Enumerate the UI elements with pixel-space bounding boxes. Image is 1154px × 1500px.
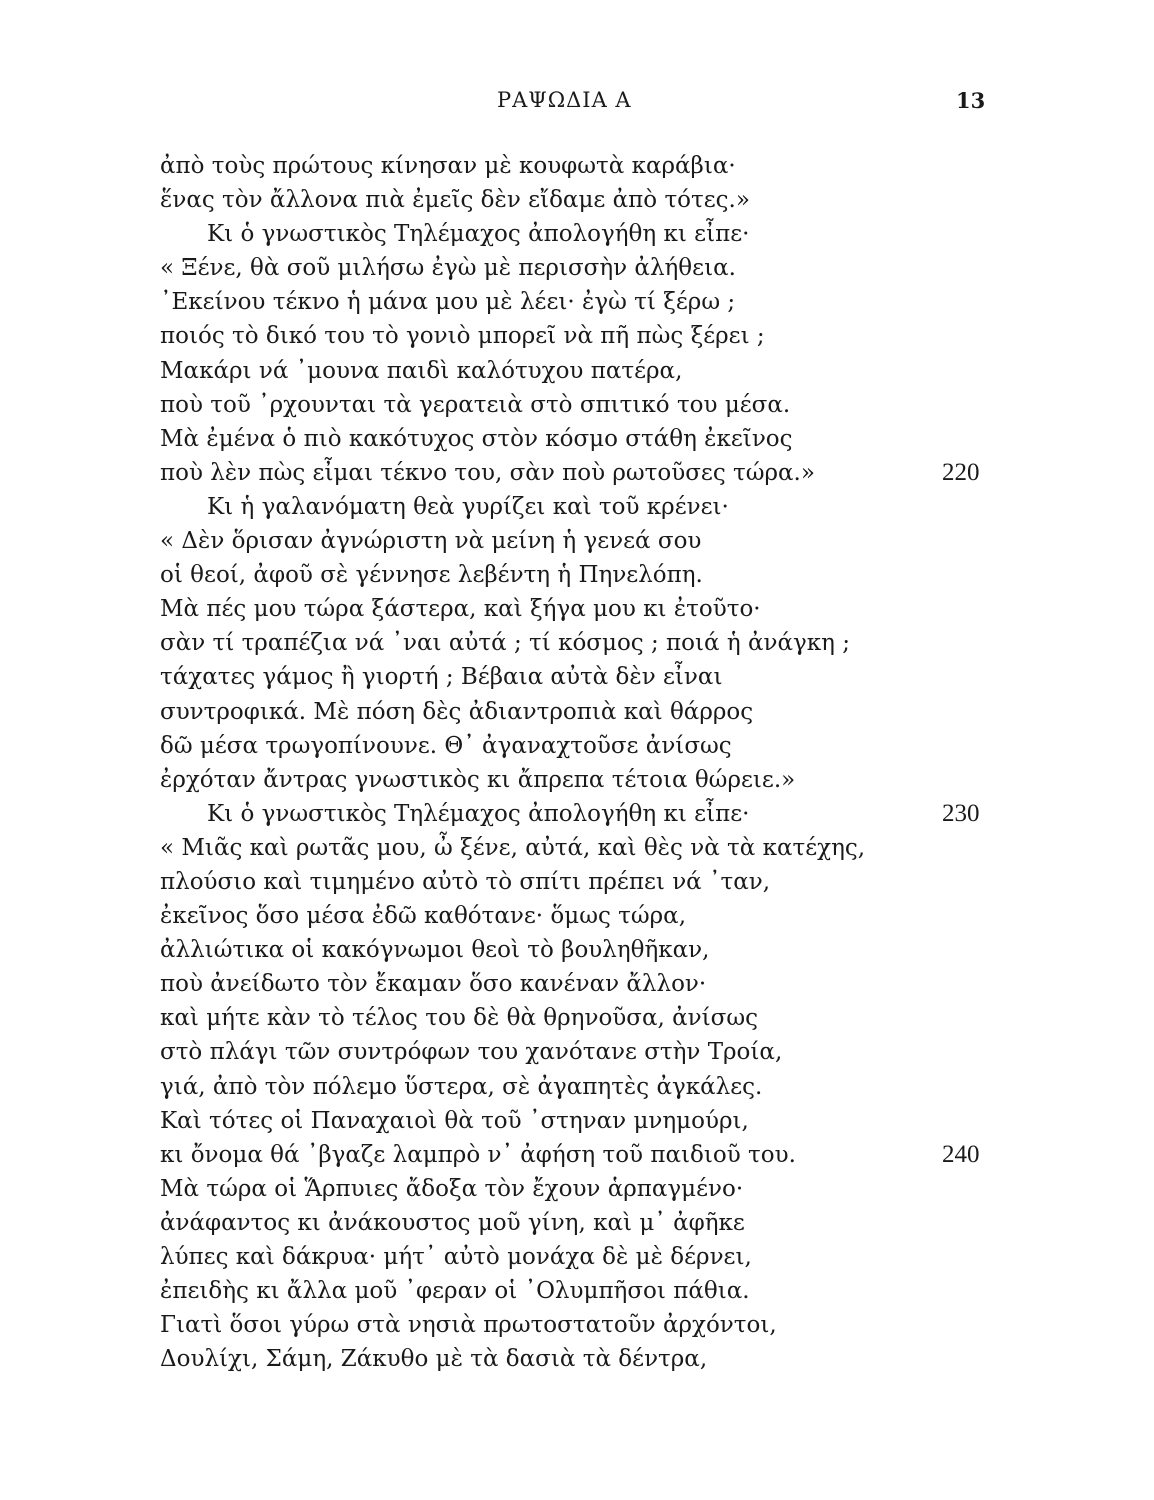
verse-line	[0, 867, 1154, 901]
verse-text: Γιατὶ ὅσοι γύρω στὰ νησιὰ πρωτοστατοῦν ἀρχόντοι,	[160, 1312, 777, 1339]
running-title: ΡΑΨΩΔΙΑ Α	[497, 88, 632, 112]
verse-text: ἐπειδὴς κι ἄλλα μοῦ ᾿φεραν οἱ ᾿Ολυμπῆσοι πάθια.	[160, 1278, 750, 1305]
verse-text: Δουλίχι, Σάμη, Ζάκυθο μὲ τὰ δασιὰ τὰ δέντρα,	[160, 1346, 708, 1373]
verse-text: καὶ μήτε κὰν τὸ τέλος του δὲ θὰ θρηνοῦσα, ἀνίσως	[160, 1005, 758, 1032]
verse-text: Μακάρι νά ᾿μουνα παιδὶ καλότυχου πατέρα,	[160, 357, 683, 384]
verse-text: ἀπὸ τοὺς πρώτους κίνησαν μὲ κουφωτὰ καράβια·	[160, 153, 736, 179]
verse-text: ἕνας τὸν ἄλλονα πιὰ ἐμεῖς δὲν εἴδαμε ἀπὸ τότες.»	[160, 187, 750, 214]
line-number: 230	[942, 799, 980, 827]
verse-text: Μὰ πές μου τώρα ξάστερα, καὶ ξήγα μου κι ἐτοῦτο·	[160, 596, 761, 623]
verse-text: ἀνάφαντος κι ἀνάκουστος μοῦ γίνη, καὶ μ᾿ ἀφῆκε	[160, 1209, 745, 1236]
verse-text: γιά, ἀπὸ τὸν πόλεμο ὕστερα, σὲ ἀγαπητὲς ἀγκάλες.	[160, 1073, 763, 1100]
verse-line	[0, 560, 1154, 594]
verse-text: ποὺ ἀνείδωτο τὸν ἔκαμαν ὅσο κανέναν ἄλλον·	[160, 971, 707, 998]
verse-line	[0, 594, 1154, 628]
verse-line	[0, 321, 1154, 355]
verse-line	[0, 185, 1154, 219]
verse-text: ποιός τὸ δικό του τὸ γονιὸ μπορεῖ νὰ πῆ πὼς ξέρει ;	[160, 323, 765, 350]
verse-text: Μὰ τώρα οἱ Ἅρπυιες ἄδοξα τὸν ἔχουν ἁρπαγμένο·	[160, 1175, 744, 1202]
verse-text: Καὶ τότες οἱ Παναχαιοὶ θὰ τοῦ ᾿στηναν μνημούρι,	[160, 1107, 749, 1134]
verse-line	[0, 287, 1154, 321]
verse-line	[0, 1106, 1154, 1140]
verse-line	[0, 1276, 1154, 1310]
verse-line	[0, 390, 1154, 424]
verse-text: ἀλλιώτικα οἱ κακόγνωμοι θεοὶ τὸ βουληθῆκαν,	[160, 937, 710, 964]
verse-line	[0, 151, 1154, 185]
verse-text: δῶ μέσα τρωγοπίνουνε. Θ᾿ ἀγαναχτοῦσε ἀνίσως	[160, 732, 732, 759]
verse-text: Κι ὁ γνωστικὸς Τηλέμαχος ἀπολογήθη κι εἶπε·	[207, 800, 750, 827]
verse-text: ἐρχόταν ἄντρας γνωστικὸς κι ἄπρεπα τέτοια θώρειε.»	[160, 766, 796, 793]
line-number: 240	[942, 1140, 980, 1168]
verse-line	[0, 901, 1154, 935]
verse-line	[0, 458, 1154, 492]
verse-line	[0, 969, 1154, 1003]
verse-text: ᾿Εκείνου τέκνο ἡ μάνα μου μὲ λέει· ἐγὼ τί ξέρω ;	[160, 289, 736, 316]
verse-line	[0, 799, 1154, 833]
verse-text: τάχατες γάμος ἢ γιορτή ; Βέβαια αὐτὰ δὲν εἶναι	[160, 664, 723, 691]
verse-text: πλούσιο καὶ τιμημένο αὐτὸ τὸ σπίτι πρέπει νά ᾿ταν,	[160, 868, 771, 895]
verse-text: ποὺ λὲν πὼς εἶμαι τέκνο του, σὰν ποὺ ρωτοῦσες τώρα.»	[160, 459, 815, 486]
verse-text: Μὰ ἐμένα ὁ πιὸ κακότυχος στὸν κόσμο στάθη ἐκεῖνος	[160, 425, 793, 452]
verse-line	[0, 628, 1154, 662]
verse-line	[0, 492, 1154, 526]
verse-line	[0, 424, 1154, 458]
verse-text: λύπες καὶ δάκρυα· μήτ᾿ αὐτὸ μονάχα δὲ μὲ δέρνει,	[160, 1244, 752, 1270]
verse-text: συντροφικά. Μὲ πόση δὲς ἀδιαντροπιὰ καὶ θάρρος	[160, 698, 754, 725]
verse-line	[0, 1174, 1154, 1208]
verse-text: Κι ἡ γαλανόματη θεὰ γυρίζει καὶ τοῦ κρένει·	[207, 493, 729, 520]
verse-text: « Ξένε, θὰ σοῦ μιλήσω ἐγὼ μὲ περισσὴν ἀλήθεια.	[160, 255, 736, 282]
verse-line	[0, 1037, 1154, 1071]
verse-line	[0, 219, 1154, 253]
verse-line	[0, 1208, 1154, 1242]
verse-line	[0, 253, 1154, 287]
running-head	[0, 88, 1154, 118]
verse-line	[0, 662, 1154, 696]
verse-line	[0, 526, 1154, 560]
verse-line	[0, 731, 1154, 765]
verse-line	[0, 356, 1154, 390]
verse-line	[0, 833, 1154, 867]
line-number: 220	[942, 458, 980, 486]
verse-text: στὸ πλάγι τῶν συντρόφων του χανότανε στὴν Τροία,	[160, 1039, 783, 1066]
verse-line	[0, 765, 1154, 799]
verse-text: σὰν τί τραπέζια νά ᾿ναι αὐτά ; τί κόσμος ; ποιά ἡ ἀνάγκη ;	[160, 630, 850, 657]
verse-line	[0, 697, 1154, 731]
verse-text: ποὺ τοῦ ᾿ρχουνται τὰ γερατειὰ στὸ σπιτικό του μέσα.	[160, 391, 791, 418]
verse-line	[0, 1242, 1154, 1276]
verse-text: κι ὄνομα θά ᾿βγαζε λαμπρὸ ν᾿ ἀφήση τοῦ παιδιοῦ του.	[160, 1141, 796, 1168]
verse-text: « Μιᾶς καὶ ρωτᾶς μου, ὦ ξένε, αὐτά, καὶ θὲς νὰ τὰ κατέχης,	[160, 834, 866, 861]
verse-line	[0, 1003, 1154, 1037]
page-number: 13	[956, 88, 986, 113]
verse-text: Κι ὁ γνωστικὸς Τηλέμαχος ἀπολογήθη κι εἶπε·	[207, 221, 750, 248]
verse-line	[0, 1310, 1154, 1344]
verse-text: ἐκεῖνος ὅσο μέσα ἐδῶ καθότανε· ὅμως τώρα,	[160, 903, 687, 930]
verse-line	[0, 1072, 1154, 1106]
poem-text	[0, 151, 1154, 1378]
verse-line	[0, 935, 1154, 969]
verse-line	[0, 1140, 1154, 1174]
verse-text: « Δὲν ὅρισαν ἀγνώριστη νὰ μείνη ἡ γενεά σου	[160, 528, 702, 555]
verse-text: οἱ θεοί, ἀφοῦ σὲ γέννησε λεβέντη ἡ Πηνελόπη.	[160, 562, 703, 589]
verse-line	[0, 1344, 1154, 1378]
